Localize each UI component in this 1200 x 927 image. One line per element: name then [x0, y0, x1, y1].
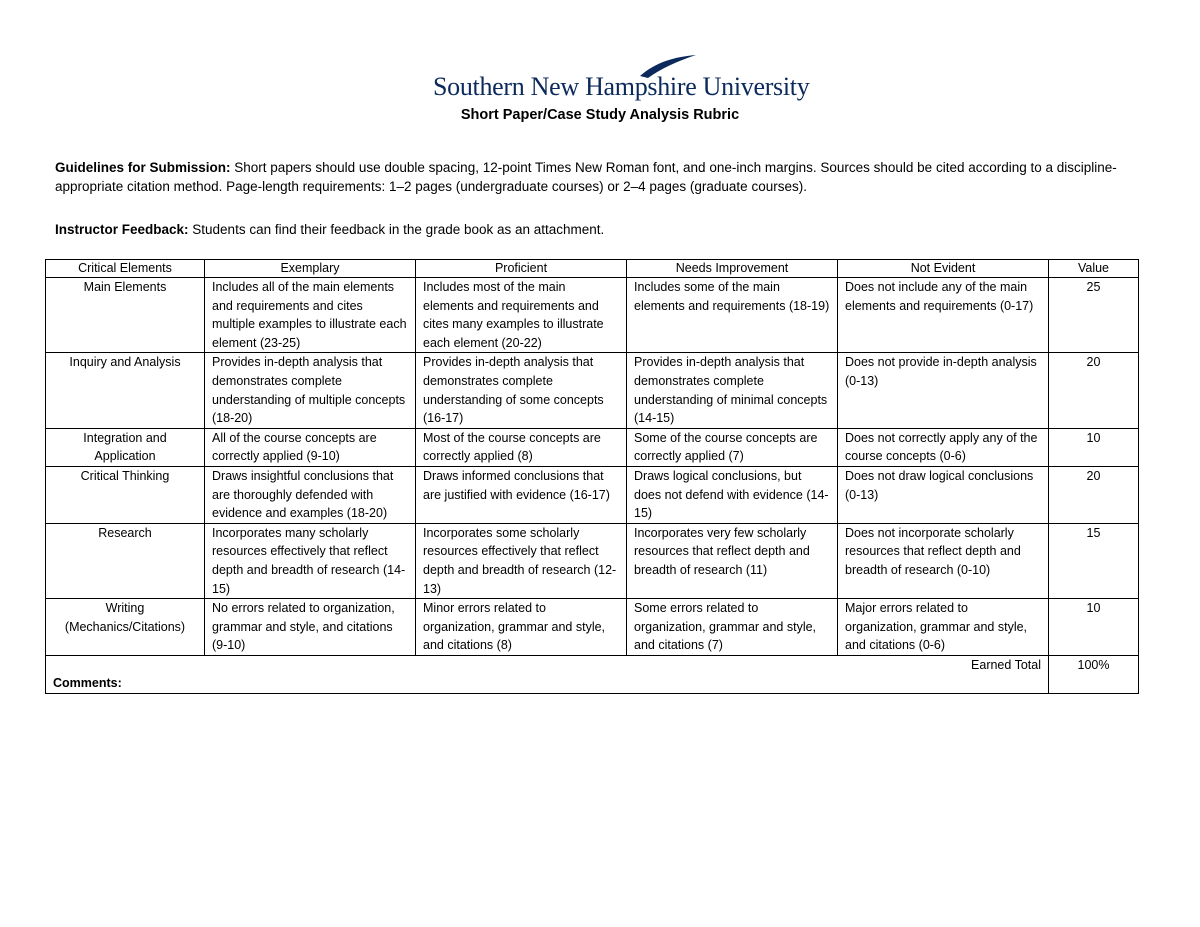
table-row: [46, 353, 1139, 428]
needs-improvement-cell: Some of the course concepts are correctly applied (7): [627, 428, 838, 466]
table-row: [46, 278, 1139, 353]
needs-improvement-cell: Draws logical conclusions, but does not defend with evidence (14-15): [627, 466, 838, 523]
exemplary-cell: Includes all of the main elements and requirements and cites multiple examples to illustrate each element (23-25): [205, 278, 416, 353]
proficient-cell: Provides in-depth analysis that demonstrates complete understanding of some concepts (16-17): [416, 353, 627, 428]
table-row: [46, 428, 1139, 466]
critical-element-cell: Inquiry and Analysis: [46, 353, 205, 428]
column-header: Needs Improvement: [627, 260, 838, 278]
earned-total-label: Earned Total: [971, 657, 1041, 672]
column-header: Critical Elements: [46, 260, 205, 278]
value-cell: 25: [1049, 278, 1139, 353]
critical-element-cell: Main Elements: [46, 278, 205, 353]
column-header: Proficient: [416, 260, 627, 278]
guidelines-text: Short papers should use double spacing, 12-point Times New Roman font, and one-inch margins. Sources should be cited according to a discipline-appropriate citation method. Page-length requirements: 1–2 pages (undergraduate courses) or 2–4 pages (graduate courses).: [55, 160, 1117, 194]
page-title: Short Paper/Case Study Analysis Rubric: [460, 107, 740, 123]
not-evident-cell: Does not provide in-depth analysis (0-13): [838, 353, 1049, 428]
table-row: [46, 466, 1139, 523]
exemplary-cell: Draws insightful conclusions that are thoroughly defended with evidence and examples (18-20): [205, 466, 416, 523]
table-row: [46, 523, 1139, 598]
guidelines-paragraph: [55, 158, 1145, 196]
not-evident-cell: Does not correctly apply any of the course concepts (0-6): [838, 428, 1049, 466]
exemplary-cell: All of the course concepts are correctly applied (9-10): [205, 428, 416, 466]
value-cell: 20: [1049, 466, 1139, 523]
not-evident-cell: Major errors related to organization, grammar and style, and citations (0-6): [838, 599, 1049, 656]
exemplary-cell: Incorporates many scholarly resources effectively that reflect depth and breadth of research (14-15): [205, 523, 416, 598]
critical-element-cell: Writing (Mechanics/Citations): [46, 599, 205, 656]
proficient-cell: Minor errors related to organization, grammar and style, and citations (8): [416, 599, 627, 656]
needs-improvement-cell: Provides in-depth analysis that demonstrates complete understanding of minimal concepts (14-15): [627, 353, 838, 428]
not-evident-cell: Does not incorporate scholarly resources that reflect depth and breadth of research (0-10): [838, 523, 1049, 598]
proficient-cell: Most of the course concepts are correctly applied (8): [416, 428, 627, 466]
proficient-cell: Includes most of the main elements and requirements and cites many examples to illustrate each element (20-22): [416, 278, 627, 353]
university-logo: [433, 54, 810, 104]
column-header: Not Evident: [838, 260, 1049, 278]
exemplary-cell: Provides in-depth analysis that demonstrates complete understanding of multiple concepts (18-20): [205, 353, 416, 428]
proficient-cell: Incorporates some scholarly resources effectively that reflect depth and breadth of research (12-13): [416, 523, 627, 598]
earned-total-value: 100%: [1049, 655, 1139, 693]
not-evident-cell: Does not draw logical conclusions (0-13): [838, 466, 1049, 523]
needs-improvement-cell: Includes some of the main elements and requirements (18-19): [627, 278, 838, 353]
feedback-text: Students can find their feedback in the grade book as an attachment.: [188, 222, 605, 237]
logo-text: Southern New Hampshire University: [433, 72, 810, 101]
rubric-table: [45, 259, 1139, 694]
proficient-cell: Draws informed conclusions that are justified with evidence (16-17): [416, 466, 627, 523]
feedback-label: Instructor Feedback:: [55, 222, 189, 237]
not-evident-cell: Does not include any of the main elements and requirements (0-17): [838, 278, 1049, 353]
value-cell: 15: [1049, 523, 1139, 598]
guidelines-label: Guidelines for Submission:: [55, 160, 231, 175]
column-header: Exemplary: [205, 260, 416, 278]
total-row: [46, 655, 1139, 693]
column-header: Value: [1049, 260, 1139, 278]
needs-improvement-cell: Incorporates very few scholarly resources that reflect depth and breadth of research (11): [627, 523, 838, 598]
table-header-row: [46, 260, 1139, 278]
value-cell: 20: [1049, 353, 1139, 428]
feedback-paragraph: [55, 220, 1145, 239]
exemplary-cell: No errors related to organization, grammar and style, and citations (9-10): [205, 599, 416, 656]
value-cell: 10: [1049, 428, 1139, 466]
table-row: [46, 599, 1139, 656]
critical-element-cell: Integration and Application: [46, 428, 205, 466]
comments-label: Comments:: [53, 676, 122, 691]
total-comments-cell: [46, 655, 1049, 693]
needs-improvement-cell: Some errors related to organization, grammar and style, and citations (7): [627, 599, 838, 656]
critical-element-cell: Research: [46, 523, 205, 598]
value-cell: 10: [1049, 599, 1139, 656]
critical-element-cell: Critical Thinking: [46, 466, 205, 523]
